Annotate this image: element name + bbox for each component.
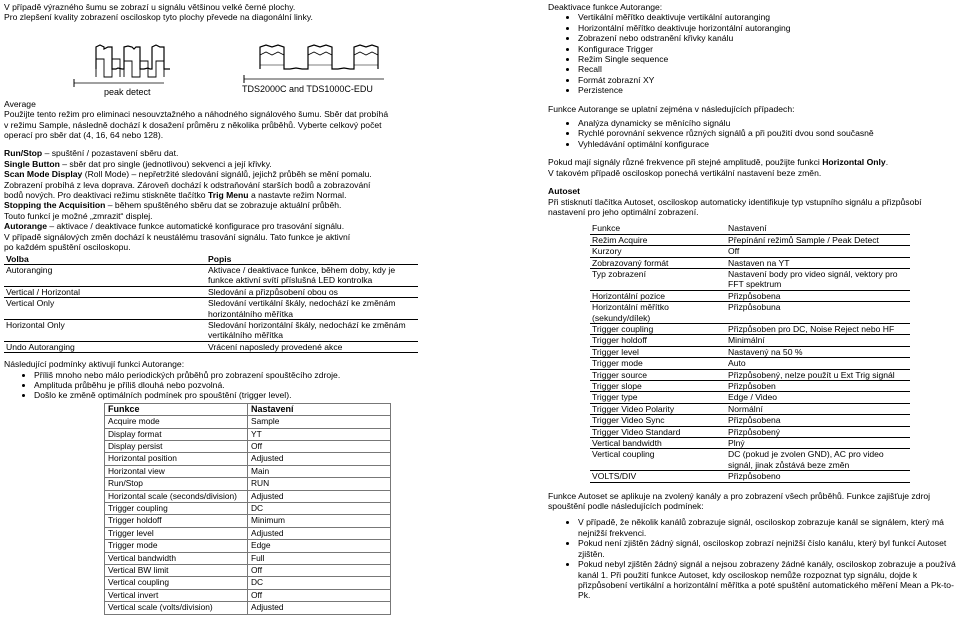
volba-cell: Vrácení naposledy provedené akce — [206, 341, 418, 352]
scan-header-1: Nastavení — [248, 403, 391, 415]
autoset-header-1: Nastavení — [726, 223, 910, 234]
peak-detect-waveform — [74, 45, 170, 87]
table-row — [590, 381, 910, 392]
volba-table — [4, 254, 418, 354]
table-cell: Acquire mode — [105, 416, 248, 428]
table-row — [590, 257, 910, 268]
list-item: • Perzistence — [578, 85, 958, 95]
table-row — [590, 290, 910, 301]
table-cell: Off — [248, 589, 391, 601]
table-row — [590, 346, 910, 357]
runstop-label: Run/Stop — [4, 148, 43, 159]
left-column — [4, 2, 474, 615]
runstop-text: – spuštění / pozastavení sběru dat. — [42, 148, 179, 159]
table-cell: Trigger type — [590, 392, 726, 403]
table-cell: Přepínání režimů Sample / Peak Detect — [726, 234, 910, 245]
scan-text-2a: Zobrazení probíhá z leva doprava. Zároveň dochází k odstraňování starších bodů a zobrazování — [4, 179, 371, 190]
volba-cell: Autoranging — [4, 264, 206, 286]
single-text: – sběr dat pro single (jednotlivou) sekvenci a její křivky. — [59, 158, 272, 169]
list-item: • Došlo ke změně optimálních podmínek pro spouštění (trigger level). — [34, 390, 474, 400]
list-item: • Horizontální měřítko deaktivuje horizontální autoranging — [578, 23, 958, 33]
table-cell: Přizpůsobený — [726, 426, 910, 437]
autorange-text-2b: po každém spuštění osciloskopu. — [4, 242, 131, 253]
table-row — [105, 577, 391, 589]
table-cell: Vertical bandwidth — [590, 438, 726, 449]
table-cell: Trigger coupling — [105, 503, 248, 515]
list-item: • V případě, že několik kanálů zobrazuje signál, osciloskop zobrazuje kanál se signálem, který má nejnižší frekvenci. — [578, 517, 958, 538]
table-row — [590, 323, 910, 334]
trig-menu-label: Trig Menu — [207, 190, 249, 201]
table-cell: Adjusted — [248, 490, 391, 502]
table-row — [105, 540, 391, 552]
autoset-heading: Autoset — [548, 186, 580, 197]
average-text-3: operací pro sběr dat (4, 16, 64 nebo 128). — [4, 130, 164, 141]
average-text-1: Použijte tento režim pro eliminaci nesouvztažného a náhodného signálového šumu. Sběr dat probíhá — [4, 109, 389, 120]
stopping-line — [4, 200, 474, 210]
table-row — [105, 441, 391, 453]
table-row — [4, 298, 418, 320]
stopping-text: – během spuštěného sběru dat se zobrazuje aktuální průběh. — [105, 200, 342, 211]
table-cell: DC (pokud je zvolen GND), AC pro video signál, jinak zůstává beze změn — [726, 449, 910, 471]
table-cell: Run/Stop — [105, 478, 248, 490]
table-cell: Edge / Video — [726, 392, 910, 403]
table-cell: Nastavený na 50 % — [726, 346, 910, 357]
table-cell: DC — [248, 503, 391, 515]
table-cell: Trigger coupling — [590, 323, 726, 334]
table-row — [105, 428, 391, 440]
stopping-text-2: Touto funkcí je možné „zmrazit“ displej. — [4, 210, 153, 221]
model-waveform — [244, 45, 384, 83]
single-line — [4, 159, 474, 169]
table-cell: Trigger mode — [590, 358, 726, 369]
table-cell: Main — [248, 465, 391, 477]
deact-intro: Deaktivace funkce Autorange: — [548, 2, 663, 12]
volba-cell: Aktivace / deaktivace funkce, během doby, kdy je funkce aktivní svítí příslušná LED kontrolka — [206, 264, 418, 286]
table-row — [590, 426, 910, 437]
table-cell: Adjusted — [248, 602, 391, 614]
table-cell: Vertical BW limit — [105, 565, 248, 577]
table-row — [590, 268, 910, 290]
table-cell: Přizpůsobený, nelze použít u Ext Trig signál — [726, 369, 910, 380]
list-item: • Konfigurace Trigger — [578, 44, 958, 54]
table-cell: Horizontal scale (seconds/division) — [105, 490, 248, 502]
table-cell: Zobrazovaný formát — [590, 257, 726, 268]
table-cell: VOLTS/DIV — [590, 471, 726, 482]
table-cell: Režim Acquire — [590, 234, 726, 245]
list-item: • Pokud není zjištěn žádný signál, osciloskop zobrazí nejnižší číslo kanálu, který byl funkcí Autoset zjištěn. — [578, 538, 958, 559]
waveform-figure — [4, 25, 474, 97]
table-cell: Nastavení body pro video signál, vektory pro FFT spektrum — [726, 268, 910, 290]
intro-line-2: Pro zlepšení kvality zobrazení osciloskop tyto plochy převede na diagonální linky. — [4, 12, 313, 23]
table-cell: Trigger slope — [590, 381, 726, 392]
scan-table-body — [105, 416, 391, 615]
autoset-text-1: Při stisknutí tlačítka Autoset, osciloskop automaticky identifikuje typ vstupního signálu a přizpůsobí — [548, 196, 922, 207]
waveform-illustration — [4, 25, 474, 97]
after-text-2: spouštění podle následujících podmínek: — [548, 501, 704, 512]
list-item: • Vertikální měřítko deaktivuje vertikální autoranging — [578, 12, 958, 22]
table-cell: Full — [248, 552, 391, 564]
autorange-text: – aktivace / deaktivace funkce automatické konfigurace pro trasování signálu. — [46, 221, 345, 232]
table-cell: Display format — [105, 428, 248, 440]
autorange-label: Autorange — [4, 221, 47, 232]
after-text-1: Funkce Autoset se aplikuje na zvolený kanály a pro zobrazení všech průběhů. Funkce zajišťuje zdroj — [548, 490, 931, 501]
table-cell: Trigger holdoff — [105, 515, 248, 527]
table-row — [105, 465, 391, 477]
autoset-table — [590, 223, 910, 482]
table-row — [105, 453, 391, 465]
table-cell: Přizpůsoben pro DC, Noise Reject nebo HF — [726, 323, 910, 334]
runstop-line — [4, 148, 474, 158]
table-cell: YT — [248, 428, 391, 440]
table-cell: Vertical coupling — [590, 449, 726, 471]
table-row — [105, 589, 391, 601]
table-cell: Vertical coupling — [105, 577, 248, 589]
table-row — [4, 319, 418, 341]
table-cell: Minimum — [248, 515, 391, 527]
autoset-text-2: nastavení pro jeho optimální zobrazení. — [548, 206, 699, 217]
model-label: TDS2000C and TDS1000C-EDU — [242, 83, 373, 94]
table-row — [590, 392, 910, 403]
average-heading: Average — [4, 98, 36, 109]
conditions-intro: Následující podmínky aktivují funkci Autorange: — [4, 359, 185, 370]
table-cell: Vertical scale (volts/division) — [105, 602, 248, 614]
table-row — [590, 471, 910, 482]
table-cell: Přizpůsoben — [726, 381, 910, 392]
table-row — [105, 552, 391, 564]
scanned-settings-table — [104, 403, 391, 615]
table-cell: Off — [726, 246, 910, 257]
after-list — [548, 517, 958, 600]
table-row — [105, 478, 391, 490]
table-cell: Trigger mode — [105, 540, 248, 552]
list-item: • Vyhledávání optimální konfigurace — [578, 139, 958, 149]
table-cell: Horizontal position — [105, 453, 248, 465]
table-row — [4, 341, 418, 352]
table-row — [590, 369, 910, 380]
table-cell: Display persist — [105, 441, 248, 453]
table-row — [590, 234, 910, 245]
pokud-bold: Horizontal Only — [822, 157, 886, 168]
table-cell: Přizpůsobena — [726, 290, 910, 301]
table-cell: Normální — [726, 403, 910, 414]
volba-cell: Undo Autoranging — [4, 341, 206, 352]
table-cell: Plný — [726, 438, 910, 449]
autorange-line — [4, 221, 474, 231]
table-row — [590, 438, 910, 449]
table-cell: Auto — [726, 358, 910, 369]
table-row — [4, 286, 418, 297]
table-cell: Trigger Video Sync — [590, 415, 726, 426]
table-row — [105, 602, 391, 614]
table-cell: Nastaven na YT — [726, 257, 910, 268]
table-cell: Horizontální měřítko (sekundy/dílek) — [590, 302, 726, 324]
conditions-list — [4, 370, 474, 401]
pokud-line — [548, 157, 958, 167]
list-item: • Pokud nebyl zjištěn žádný signál a nejsou zobrazeny žádné kanály, osciloskop zobrazuje a používá kanál 1. Při použití funkce Autoset, kdy osciloskop nemůže rozpoznat typ signálu, dojde k přizpůsobení vertikální a horizontální měřítka a poté spuštění automatického měření Mean a Pk-to-Pk. — [578, 559, 958, 601]
scan-header-0: Funkce — [105, 403, 248, 415]
table-cell: DC — [248, 577, 391, 589]
intro-line-1: V případě výrazného šumu se zobrazí u signálu většinou velké černé plochy. — [4, 2, 296, 12]
table-row — [105, 490, 391, 502]
list-item: • Formát zobrazní XY — [578, 75, 958, 85]
table-cell: Adjusted — [248, 527, 391, 539]
table-cell: Typ zobrazení — [590, 268, 726, 290]
table-cell: Trigger Video Polarity — [590, 403, 726, 414]
pokud-end: . — [885, 157, 889, 168]
table-row — [4, 264, 418, 286]
volba-cell: Sledování a přizpůsobení obou os — [206, 286, 418, 297]
volba-header-0: Volba — [4, 254, 206, 265]
peak-detect-label: peak detect — [104, 86, 151, 97]
list-item: • Rychlé porovnání sekvence různých signálů a při použití dvou sond současně — [578, 128, 958, 138]
volba-cell: Vertical Only — [4, 298, 206, 320]
table-cell: Trigger holdoff — [590, 335, 726, 346]
table-row — [590, 335, 910, 346]
table-cell: Horizontal view — [105, 465, 248, 477]
autoset-header-0: Funkce — [590, 223, 726, 234]
table-cell: Horizontální pozice — [590, 290, 726, 301]
table-row — [590, 403, 910, 414]
pokud-text: Pokud mají signály různé frekvence při stejné amplitudě, použijte funkci — [548, 157, 823, 168]
table-row — [105, 527, 391, 539]
table-row — [590, 449, 910, 471]
autoset-table-body — [590, 234, 910, 482]
table-row — [105, 416, 391, 428]
table-cell: Off — [248, 565, 391, 577]
table-cell: Trigger Video Standard — [590, 426, 726, 437]
scan-label: Scan Mode Display — [4, 169, 83, 180]
table-row — [105, 503, 391, 515]
scan-line — [4, 169, 474, 179]
table-row — [105, 515, 391, 527]
use-intro: Funkce Autorange se uplatní zejména v následujících případech: — [548, 103, 795, 114]
single-label: Single Button — [4, 158, 60, 169]
volba-header-1: Popis — [206, 254, 418, 265]
volba-cell: Horizontal Only — [4, 319, 206, 341]
list-item: • Zobrazení nebo odstranění křivky kanálu — [578, 33, 958, 43]
table-row — [590, 358, 910, 369]
table-cell: Adjusted — [248, 453, 391, 465]
scan-text-2b: bodů nových. Pro deaktivaci režimu stiskněte tlačítko — [4, 190, 208, 201]
table-cell: Přizpůsobeno — [726, 471, 910, 482]
table-row — [590, 415, 910, 426]
table-row — [590, 302, 910, 324]
average-text-2: v režimu Sample, následně dochází k dosažení průměru z několika průběhů. Vyberte celkový počet — [4, 119, 382, 130]
table-row — [590, 246, 910, 257]
table-cell: RUN — [248, 478, 391, 490]
table-cell: Kurzory — [590, 246, 726, 257]
table-cell: Off — [248, 441, 391, 453]
list-item: • Analýza dynamicky se měnícího signálu — [578, 118, 958, 128]
list-item: • Režim Single sequence — [578, 54, 958, 64]
pokud-text-2: V takovém případě osciloskop ponechá vertikální nastavení beze změn. — [548, 167, 822, 178]
table-cell: Trigger source — [590, 369, 726, 380]
list-item: • Amplituda průběhu je příliš dlouhá nebo pozvolná. — [34, 380, 474, 390]
table-cell: Edge — [248, 540, 391, 552]
table-row — [105, 565, 391, 577]
scan-text-3: a nastavte režim Normal. — [248, 190, 347, 201]
autorange-text-2a: V případě signálových změn dochází k neustálému trasování signálu. Tato funkce je aktivní — [4, 231, 351, 242]
volba-cell: Sledování vertikální škály, nedochází ke změnám horizontálního měřítka — [206, 298, 418, 320]
list-item: • Příliš mnoho nebo málo periodických průběhů pro zobrazení spouštěcího zdroje. — [34, 370, 474, 380]
use-list — [548, 118, 958, 149]
table-cell: Trigger level — [105, 527, 248, 539]
table-cell: Vertical bandwidth — [105, 552, 248, 564]
volba-cell: Vertical / Horizontal — [4, 286, 206, 297]
stopping-label: Stopping the Acquisition — [4, 200, 106, 211]
table-cell: Sample — [248, 416, 391, 428]
list-item: • Recall — [578, 64, 958, 74]
scan-text: (Roll Mode) – nepřetržité sledování signálů, jejichž průběh se mění pomalu. — [82, 169, 372, 180]
table-cell: Trigger level — [590, 346, 726, 357]
volba-cell: Sledování horizontální škály, nedochází ke změnám vertikálního měřítka — [206, 319, 418, 341]
table-cell: Vertical invert — [105, 589, 248, 601]
table-cell: Přizpůsobuna — [726, 302, 910, 324]
right-column — [548, 2, 958, 601]
table-cell: Minimální — [726, 335, 910, 346]
deact-list — [548, 12, 958, 95]
scan-text-2b-line — [4, 190, 474, 200]
table-cell: Přizpůsobena — [726, 415, 910, 426]
